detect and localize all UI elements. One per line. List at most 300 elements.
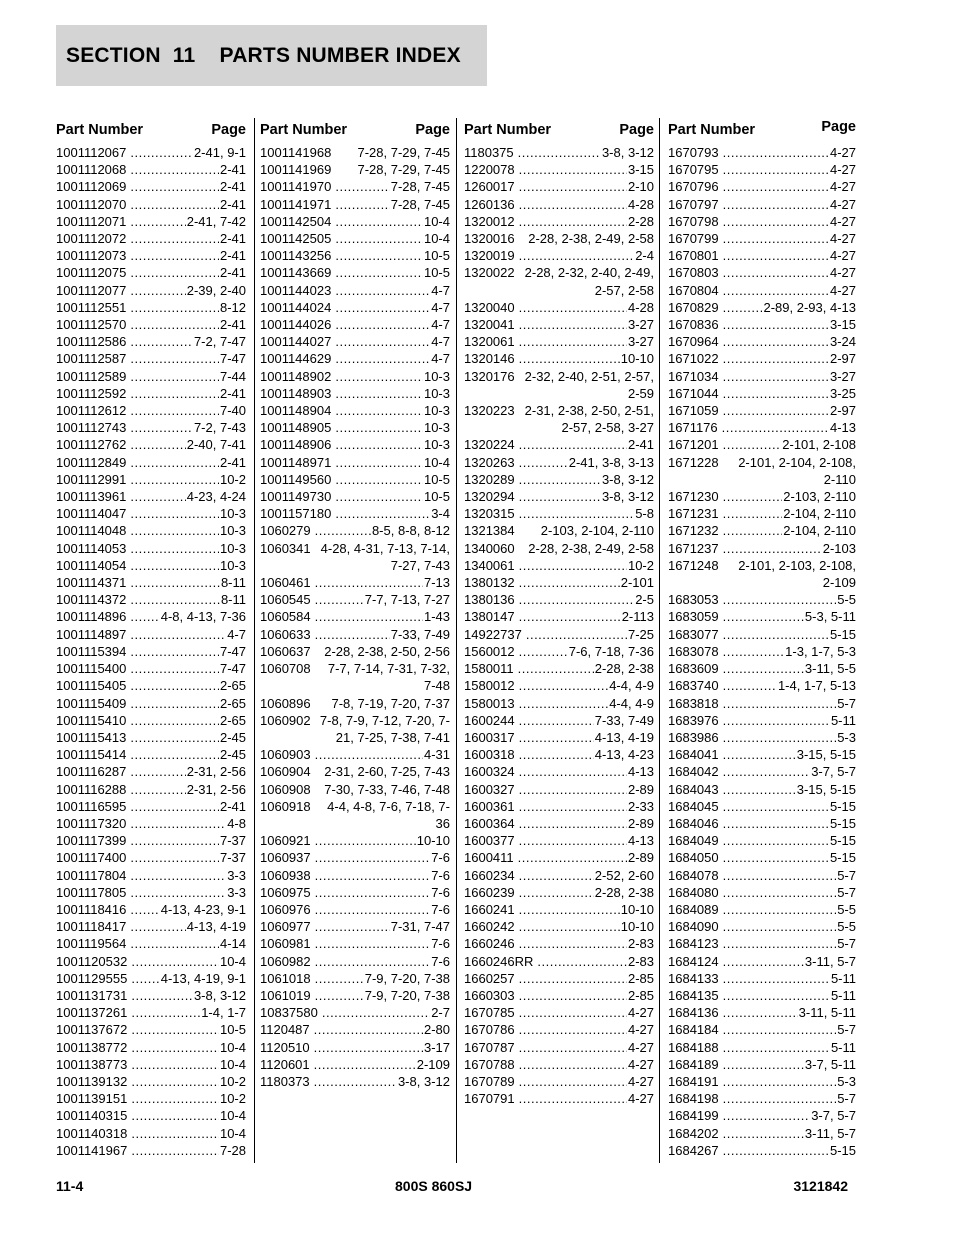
- footer-page-number: 11-4: [56, 1178, 84, 1194]
- part-number: 1320041: [464, 317, 515, 333]
- index-entry: [464, 884, 654, 901]
- dot-leader: [130, 540, 219, 557]
- page-reference: 2-31, 2-56: [186, 781, 246, 797]
- page-reference: 7-28, 7-29, 7-45: [357, 162, 450, 178]
- page-reference: 1-3, 1-7, 5-3: [785, 643, 856, 659]
- dot-leader: [723, 849, 829, 866]
- page-reference: 10-3: [219, 557, 246, 573]
- dot-leader: [723, 901, 837, 918]
- dot-leader: [723, 884, 837, 901]
- part-number: 1671176: [668, 420, 718, 436]
- page-reference: 10-3: [423, 403, 450, 419]
- index-entry: [260, 970, 450, 987]
- index-entry: [56, 488, 246, 505]
- dot-leader: [723, 540, 822, 557]
- dot-leader: [335, 436, 423, 453]
- part-number: 1671044: [668, 385, 719, 401]
- index-entry: [668, 918, 856, 935]
- page-reference: 8-11: [220, 575, 246, 591]
- index-entry: [668, 540, 856, 557]
- dot-leader: [519, 1021, 627, 1038]
- page-reference: 10-10: [620, 901, 654, 917]
- part-number: 1001117804: [56, 867, 127, 883]
- dot-leader: [723, 196, 829, 213]
- page-reference: 5-15: [829, 833, 856, 849]
- part-number: 1001141971: [260, 196, 332, 212]
- part-number: 1670787: [464, 1039, 515, 1055]
- index-entry: [260, 213, 450, 230]
- index-entry: [668, 333, 856, 350]
- page-reference: 2-28, 2-32, 2-40, 2-49, 2-57, 2-58: [524, 265, 654, 298]
- part-number: 1684184: [668, 1022, 719, 1038]
- part-number: 1001112067: [56, 145, 127, 160]
- page-reference: 2-5: [635, 592, 654, 608]
- page-reference: 2-52, 2-60: [594, 867, 654, 883]
- index-entry: [56, 419, 246, 436]
- dot-leader: [519, 316, 627, 333]
- part-number: 1060921: [260, 833, 311, 849]
- page-reference: 2-45: [219, 729, 246, 745]
- part-number: 1670798: [668, 213, 719, 229]
- column-divider: [659, 118, 660, 1163]
- index-entry: [668, 849, 856, 866]
- part-number: 1060903: [260, 747, 311, 763]
- page-reference: 2-65: [219, 712, 246, 728]
- part-number: 1320012: [464, 213, 515, 229]
- dot-leader: [315, 901, 431, 918]
- dot-leader: [130, 385, 219, 402]
- part-number: 1580013: [464, 695, 515, 711]
- page-reference: 4-27: [829, 213, 856, 229]
- dot-leader: [519, 213, 627, 230]
- index-entry: [260, 540, 450, 574]
- index-entry: [668, 1073, 856, 1090]
- part-number: 1001114371: [56, 575, 127, 591]
- part-number: 1001116287: [56, 764, 127, 780]
- dot-leader: [519, 781, 627, 798]
- page-reference: 4-28, 4-31, 7-13, 7-14, 7-27, 7-43: [320, 540, 450, 573]
- page-reference: 10-2: [219, 1091, 246, 1107]
- index-entry: [464, 1073, 654, 1090]
- index-entry: [260, 712, 450, 746]
- part-number: 1684046: [668, 815, 719, 831]
- index-rows: [464, 144, 654, 1107]
- part-number: 1670964: [668, 334, 719, 350]
- part-number: 1580012: [464, 678, 515, 694]
- page-reference: 7-2, 7-43: [193, 420, 246, 436]
- dot-leader: [519, 247, 635, 264]
- part-number: 1001141970: [260, 179, 332, 195]
- index-entry: [668, 1039, 856, 1056]
- part-number: 1684198: [668, 1091, 719, 1107]
- dot-leader: [335, 333, 430, 350]
- page-reference: 2-28, 2-38: [594, 884, 654, 900]
- page-reference: 3-11, 5-7: [804, 953, 856, 969]
- index-entry: [260, 832, 450, 849]
- part-number: 1670836: [668, 317, 719, 333]
- index-entry: [56, 557, 246, 574]
- part-number: 1001112592: [56, 385, 127, 401]
- index-entry: [668, 1004, 856, 1021]
- dot-leader: [130, 471, 219, 488]
- part-number: 1684090: [668, 919, 719, 935]
- page-header: Page: [619, 122, 654, 138]
- page-reference: 2-31, 2-38, 2-50, 2-51, 2-57, 2-58, 3-27: [524, 403, 654, 436]
- index-entry: [56, 522, 246, 539]
- part-number: 1683077: [668, 626, 719, 642]
- part-number: 1600411: [464, 850, 514, 866]
- part-number: 1670799: [668, 231, 719, 247]
- dot-leader: [519, 574, 620, 591]
- index-entry: [668, 247, 856, 264]
- part-number: 1001115409: [56, 695, 127, 711]
- index-entry: [56, 695, 246, 712]
- page-reference: 4-13, 4-23: [594, 747, 654, 763]
- part-number: 1060937: [260, 850, 311, 866]
- index-entry: [464, 953, 654, 970]
- part-number: 1340060: [464, 540, 515, 556]
- page-reference: 10-4: [219, 1056, 246, 1072]
- page-reference: 3-17: [423, 1039, 450, 1055]
- part-number: 1600244: [464, 712, 515, 728]
- index-entry: [56, 471, 246, 488]
- part-number: 1060982: [260, 953, 311, 969]
- dot-leader: [131, 1090, 219, 1107]
- index-entry: [260, 282, 450, 299]
- part-number: 1001157180: [260, 506, 332, 522]
- index-entry: [668, 230, 856, 247]
- index-entry: [464, 712, 654, 729]
- page-reference: 1-43: [423, 609, 450, 625]
- page-reference: 7-6: [431, 884, 450, 900]
- dot-leader: [130, 436, 185, 453]
- dot-leader: [130, 901, 159, 918]
- index-entry: [56, 299, 246, 316]
- dot-leader: [130, 505, 219, 522]
- part-number: 1001115405: [56, 678, 127, 694]
- part-number: 1671231: [668, 506, 719, 522]
- page-reference: 3-15: [627, 162, 654, 178]
- page-reference: 4-27: [627, 1005, 654, 1021]
- page-reference: 4-23, 4-24: [186, 489, 246, 505]
- index-entry: [464, 574, 654, 591]
- part-number: 1120510: [260, 1039, 310, 1055]
- page-header: Page: [821, 119, 856, 135]
- part-number: 1001142505: [260, 231, 332, 247]
- index-entry: [464, 454, 654, 471]
- index-entry: [56, 626, 246, 643]
- dot-leader: [519, 677, 609, 694]
- page-reference: 5-11: [830, 987, 856, 1003]
- dot-leader: [335, 419, 423, 436]
- index-entry: [56, 987, 246, 1004]
- page-reference: 4-13, 4-19: [186, 919, 246, 935]
- part-number: 1001114372: [56, 592, 127, 608]
- dot-leader: [723, 763, 811, 780]
- part-number: 1001148971: [260, 454, 332, 470]
- part-number: 1060633: [260, 626, 311, 642]
- dot-leader: [519, 867, 594, 884]
- page-reference: 3-8, 3-12: [601, 145, 654, 160]
- part-number: 1001119564: [56, 936, 127, 952]
- dot-leader: [723, 867, 837, 884]
- index-entry: [464, 746, 654, 763]
- dot-leader: [314, 1039, 423, 1056]
- page-reference: 10-4: [219, 1125, 246, 1141]
- page-reference: 4-13: [627, 764, 654, 780]
- index-entry: [464, 832, 654, 849]
- part-number: 1001112762: [56, 437, 127, 453]
- dot-leader: [335, 350, 430, 367]
- page-reference: 3-15, 5-15: [796, 781, 856, 797]
- page-reference: 5-15: [829, 1142, 856, 1158]
- page-reference: 4-7: [431, 351, 450, 367]
- part-number: 1600327: [464, 781, 515, 797]
- page-reference: 7-7, 7-14, 7-31, 7-32, 7-48: [327, 661, 450, 694]
- part-number: 1671248: [668, 557, 719, 573]
- dot-leader: [723, 385, 829, 402]
- dot-leader: [130, 815, 226, 832]
- page-reference: 7-28, 7-45: [390, 196, 450, 212]
- index-entry: [260, 626, 450, 643]
- part-number-header: Part Number: [260, 122, 348, 138]
- page-reference: 5-11: [830, 712, 856, 728]
- index-entry: [56, 677, 246, 694]
- dot-leader: [723, 953, 804, 970]
- page-reference: 8-12: [219, 299, 246, 315]
- page-reference: 3-27: [627, 334, 654, 350]
- dot-leader: [130, 247, 219, 264]
- dot-leader: [723, 677, 777, 694]
- index-entry: [668, 953, 856, 970]
- dot-leader: [723, 1125, 804, 1142]
- dot-leader: [130, 608, 159, 625]
- part-number-header: Part Number: [464, 122, 552, 138]
- dot-leader: [723, 161, 829, 178]
- part-number: 1001138773: [56, 1056, 128, 1072]
- index-entry: [668, 144, 856, 161]
- dot-leader: [130, 849, 219, 866]
- page-reference: 3-7, 5-7: [811, 764, 856, 780]
- dot-leader: [723, 1090, 837, 1107]
- index-entry: [668, 350, 856, 367]
- dot-leader: [722, 419, 829, 436]
- page-reference: 7-6: [431, 953, 450, 969]
- index-entry: [56, 1039, 246, 1056]
- index-entry: [464, 1056, 654, 1073]
- part-number: 1001148906: [260, 437, 332, 453]
- index-entry: [464, 402, 654, 436]
- index-entry: [260, 1039, 450, 1056]
- dot-leader: [723, 144, 829, 161]
- index-entry: [464, 901, 654, 918]
- index-entry: [668, 763, 856, 780]
- part-number: 1320022: [464, 265, 515, 281]
- index-entry: [464, 299, 654, 316]
- page-reference: 3-8, 3-12: [397, 1073, 450, 1089]
- page-reference: 2-101, 2-104, 2-108, 2-110: [738, 454, 856, 487]
- index-entry: [56, 729, 246, 746]
- dot-leader: [519, 1056, 627, 1073]
- dot-leader: [131, 1073, 219, 1090]
- page-reference: 3-7, 5-7: [811, 1108, 856, 1124]
- part-number: 1001142504: [260, 213, 332, 229]
- page-reference: 2-41: [219, 385, 246, 401]
- index-entry: [260, 385, 450, 402]
- part-number: 1683078: [668, 643, 719, 659]
- index-entry: [260, 419, 450, 436]
- index-entry: [260, 746, 450, 763]
- dot-leader: [519, 505, 635, 522]
- part-number: 1001137672: [56, 1022, 128, 1038]
- index-entry: [464, 316, 654, 333]
- dot-leader: [518, 849, 627, 866]
- page-reference: 10-3: [423, 385, 450, 401]
- page-reference: 8-5, 8-8, 8-12: [371, 523, 450, 539]
- page-reference: 10-5: [423, 265, 450, 281]
- page-reference: 2-65: [219, 695, 246, 711]
- page-reference: 1-4, 1-7, 5-13: [777, 678, 856, 694]
- page-reference: 2-31, 2-56: [186, 764, 246, 780]
- part-number: 1684080: [668, 884, 719, 900]
- part-number-header: Part Number: [56, 122, 144, 138]
- page-reference: 2-28, 2-38: [594, 661, 654, 677]
- page-reference: 10-3: [423, 420, 450, 436]
- part-number: 1060918: [260, 798, 311, 814]
- index-entry: [668, 935, 856, 952]
- part-number: 1671034: [668, 368, 719, 384]
- page-reference: 7-33, 7-49: [594, 712, 654, 728]
- part-number: 14922737: [464, 626, 522, 642]
- page-reference: 7-6: [431, 850, 450, 866]
- part-number: 1001149730: [260, 489, 332, 505]
- dot-leader: [130, 368, 219, 385]
- part-number: 1683053: [668, 592, 719, 608]
- index-entry: [56, 970, 246, 987]
- index-entry: [668, 402, 856, 419]
- part-number: 1320061: [464, 334, 515, 350]
- part-number: 1001114048: [56, 523, 127, 539]
- index-entry: [668, 987, 856, 1004]
- page-reference: 4-4, 4-9: [609, 695, 654, 711]
- page-reference: 2-41: [219, 265, 246, 281]
- dot-leader: [519, 333, 627, 350]
- page-reference: 4-13: [829, 420, 856, 436]
- part-number: 1683818: [668, 695, 719, 711]
- page-reference: 2-65: [219, 678, 246, 694]
- part-number: 1001115400: [56, 661, 127, 677]
- part-number: 1600377: [464, 833, 515, 849]
- index-entry: [56, 918, 246, 935]
- index-entry: [260, 161, 450, 178]
- page-reference: 10-5: [423, 489, 450, 505]
- dot-leader: [314, 1056, 416, 1073]
- index-entry: [464, 918, 654, 935]
- part-number: 1684049: [668, 833, 719, 849]
- part-number: 1660303: [464, 987, 515, 1003]
- dot-leader: [315, 626, 390, 643]
- page-reference: 7-40: [219, 403, 246, 419]
- dot-leader: [131, 1021, 219, 1038]
- dot-leader: [723, 1073, 837, 1090]
- dot-leader: [315, 970, 364, 987]
- page-reference: 2-101: [620, 575, 654, 591]
- part-number: 1670801: [668, 248, 719, 264]
- index-entry: [464, 1004, 654, 1021]
- dot-leader: [519, 1039, 627, 1056]
- part-number: 1061018: [260, 970, 311, 986]
- index-entry: [668, 454, 856, 488]
- page-reference: 4-27: [829, 196, 856, 212]
- part-number: 1600361: [464, 798, 515, 814]
- dot-leader: [519, 1004, 627, 1021]
- page-reference: 5-5: [837, 901, 856, 917]
- index-entry: [260, 591, 450, 608]
- dot-leader: [130, 299, 219, 316]
- page-reference: 7-47: [219, 351, 246, 367]
- column-header: [260, 118, 450, 144]
- page-reference: 5-7: [837, 1091, 856, 1107]
- dot-leader: [723, 987, 830, 1004]
- index-entry: [56, 454, 246, 471]
- part-number: 1001116595: [56, 798, 127, 814]
- part-number: 1001112071: [56, 213, 127, 229]
- part-number: 1683059: [668, 609, 719, 625]
- index-entry: [668, 712, 856, 729]
- index-entry: [260, 987, 450, 1004]
- dot-leader: [130, 196, 219, 213]
- index-entry: [56, 402, 246, 419]
- part-number: 1684041: [668, 747, 719, 763]
- page-reference: 10-2: [627, 557, 654, 573]
- part-number: 1684043: [668, 781, 719, 797]
- index-entry: [668, 798, 856, 815]
- index-entry: [56, 1021, 246, 1038]
- dot-leader: [131, 1056, 219, 1073]
- part-number: 1001112589: [56, 368, 127, 384]
- column-divider: [254, 118, 255, 1163]
- page-reference: 3-8, 3-12: [193, 987, 246, 1003]
- index-entry: [56, 849, 246, 866]
- dot-leader: [723, 660, 804, 677]
- page-reference: 3-25: [829, 385, 856, 401]
- part-number: 1320040: [464, 299, 515, 315]
- page-reference: 7-28, 7-45: [390, 179, 450, 195]
- page-reference: 4-7: [431, 282, 450, 298]
- index-entry: [260, 849, 450, 866]
- dot-leader: [314, 1073, 397, 1090]
- page-reference: 4-27: [829, 248, 856, 264]
- page-reference: 7-44: [219, 368, 246, 384]
- index-entry: [260, 522, 450, 539]
- page-reference: 4-7: [431, 334, 450, 350]
- page-reference: 10-3: [219, 506, 246, 522]
- page-reference: 2-28, 2-38, 2-49, 2-58: [528, 540, 654, 556]
- page-reference: 2-41: [219, 179, 246, 195]
- index-entry: [668, 695, 856, 712]
- part-number: 1320224: [464, 437, 515, 453]
- dot-leader: [130, 918, 185, 935]
- page-reference: 2-41: [219, 317, 246, 333]
- part-number: 1671022: [668, 351, 719, 367]
- part-number: 1060341: [260, 540, 311, 556]
- page-reference: 2-104, 2-110: [783, 506, 856, 522]
- dot-leader: [130, 282, 185, 299]
- column-header: [56, 118, 246, 144]
- page-reference: 2-31, 2-60, 7-25, 7-43: [324, 764, 450, 780]
- part-number: 1001117400: [56, 850, 127, 866]
- page-reference: 7-37: [219, 833, 246, 849]
